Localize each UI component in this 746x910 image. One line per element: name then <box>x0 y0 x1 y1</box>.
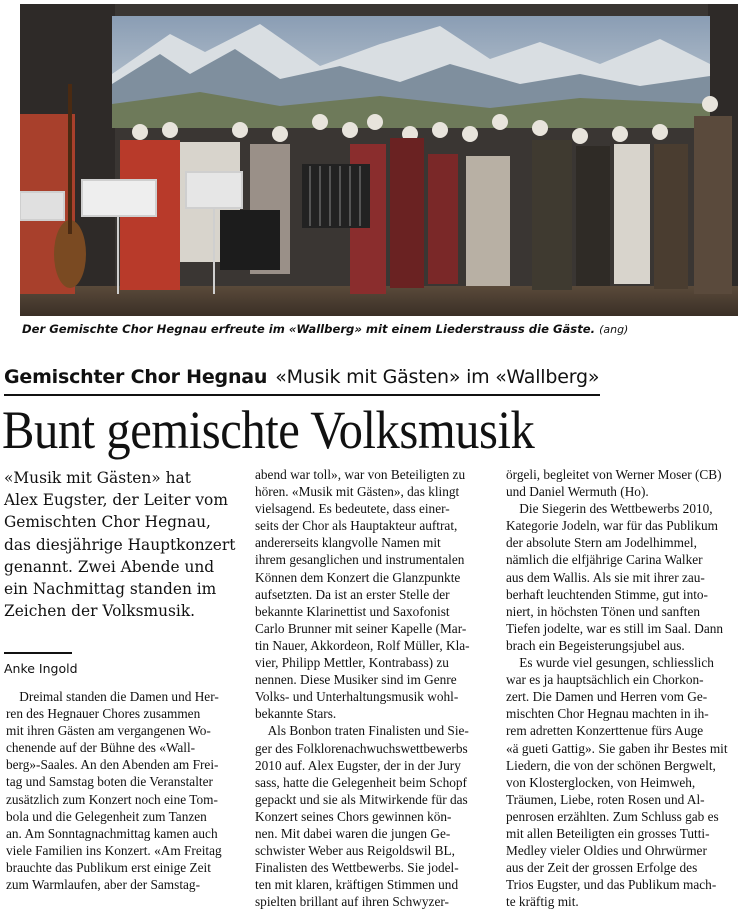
caption-text: Der Gemischte Chor Hegnau erfreute im «Wallberg» mit einem Liederstrauss die Gäste. <box>22 322 596 336</box>
body-column-1: Dreimal standen die Damen und Her- ren des Hegnauer Chores zusammen mit ihren Gästen am vergangenen Wo- chenende auf der Bühne des «Wall- berg»-Saales. An den Abenden am Frei- tag und Samstag boten die Veranstalter zusätzlich zum Konzert noch eine Tom- bola und die Gelegenheit zum Tanzen an. Am Sonntagnachmittag kamen auch viele Familien ins Konzert. «Am Freitag brauchte das Publikum erst einige Zeit zum Warmlaufen, aber der Samstag- <box>6 689 222 893</box>
body-column-2: abend war toll», war von Beteiligten zu hören. «Musik mit Gästen», das klingt vielsagend. Es bedeutete, dass einer- seits der Chor als Hauptakteur auftrat, andererseits klangvolle Namen mit ihrem gesanglichen und instrumentalen Können dem Konzert die Glanzpunkte aufsetzten. Da ist an erster Stelle der bekannte Klarinettist und Saxofonist Carlo Brunner mit seiner Kapelle (Mar- tin Nauer, Akkordeon, Rolf Müller, Kla- vier, Philipp Mettler, Kontrabass) zu nennen. Diese Musiker sind im Genre Volks- und Unterhaltungsmusik wohl- bekannte Stars. Als Bonbon traten Finalisten und Sie- ger des Folklorenachwuchswettbewerbs 2010 auf. Alex Eugster, der in der Jury sass, hatte die Gelegenheit beim Schopf gepackt und sie als Mitwirkende für das Konzert seines Chors gewinnen kön- nen. Mit dabei waren die jungen Ge- schwister Weber aus Reigoldswil BL, Finalisten des Wettbewerbs. Sie jodel- ten mit klaren, kräftigen Stimmen und spielten brillant auf ihren Schwyzer- <box>255 467 470 910</box>
kicker-title: Gemischter Chor Hegnau <box>4 366 268 388</box>
lead-paragraph: «Musik mit Gästen» hat Alex Eugster, der Leiter vom Gemischten Chor Hegnau, das diesjährige Hauptkonzert genannt. Zwei Abende und ein Nachmittag standen im Zeichen der Volksmusik. <box>4 469 236 621</box>
photo-credit: (ang) <box>599 323 629 336</box>
concert-photo <box>20 4 738 316</box>
author-byline: Anke Ingold <box>4 652 72 676</box>
kicker-line <box>4 366 600 396</box>
headline: Bunt gemischte Volksmusik <box>2 400 535 460</box>
kicker-subtitle: «Musik mit Gästen» im «Wallberg» <box>275 366 600 388</box>
photo-caption <box>22 322 738 336</box>
body-column-3: örgeli, begleitet von Werner Moser (CB) und Daniel Wermuth (Ho). Die Siegerin des Wettbewerbs 2010, Kategorie Jodeln, war für das Publikum der absolute Stern am Jodelhimmel, nämlich die elfjährige Carina Walker aus dem Wallis. Als sie mit ihrer zau- berhaft leuchtenden Stimme, gut into- niert, in höchsten Tönen und sanften Tiefen jodelte, war es still im Saal. Dann brach ein Begeisterungsjubel aus. Es wurde viel gesungen, schliesslich war es ja hauptsächlich ein Chorkon- zert. Die Damen und Herren vom Ge- mischten Chor Hegnau machten in ih- rem adretten Konzerttenue fürs Auge «ä gueti Gattig». Sie gaben ihr Bestes mit Liedern, die von der schönen Bergwelt, von Klosterglocken, von Heimweh, Träumen, Liebe, roten Rosen und Al- penrosen erzählten. Zum Schluss gab es mit allen Beteiligten ein grosses Tutti- Medley vieler Oldies und Ohrwürmer aus der Zeit der grossen Erfolge des Trios Eugster, und das Publikum mach- te kräftig mit. <box>506 467 728 910</box>
